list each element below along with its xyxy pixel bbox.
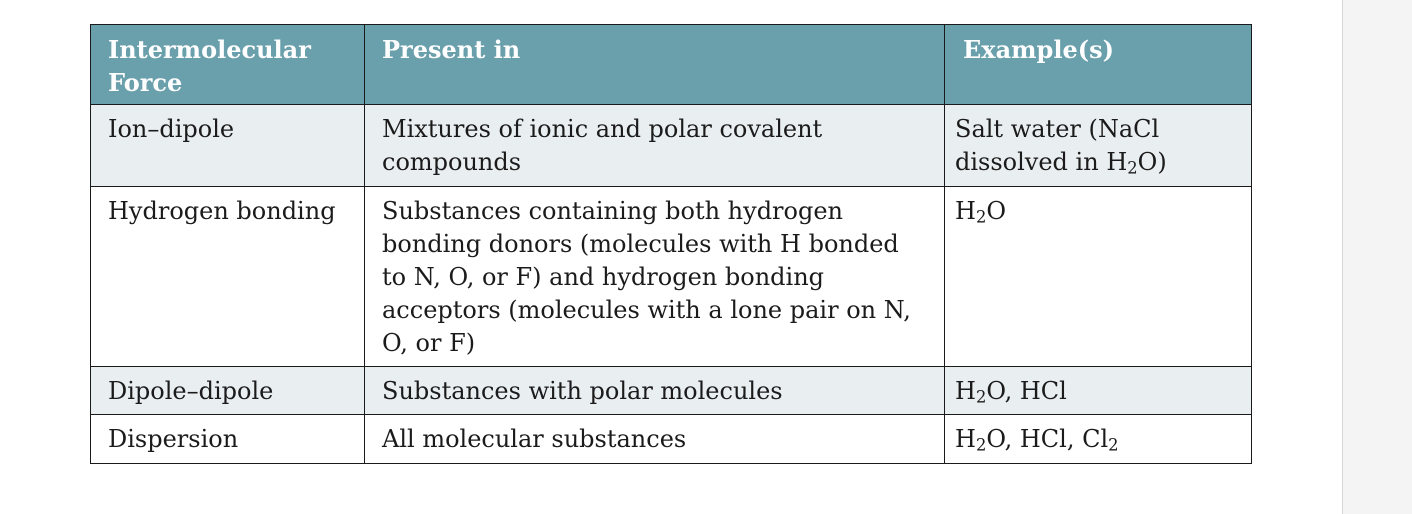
header-intermolecular-force: Intermolecular Force: [91, 25, 365, 105]
example-text: O, HCl: [986, 377, 1067, 405]
example-text: H: [955, 377, 976, 405]
example-text: Salt water (NaCl dissolved in H: [955, 115, 1160, 176]
table-row-ion-dipole: [91, 105, 1252, 187]
example-text: O): [1137, 148, 1167, 176]
examples-cell: [945, 415, 1252, 464]
present-in-cell: Substances containing both hydrogen bonding donors (molecules with H bonded to N, O, or F) and hydrogen bonding acceptors (molecules with a lone pair on N, O, or F): [365, 187, 945, 367]
table-row-dispersion: [91, 415, 1252, 464]
header-examples: Example(s): [945, 25, 1252, 105]
scroll-gutter: [1342, 0, 1412, 514]
subscript: 2: [975, 207, 987, 227]
present-in-cell: Substances with polar molecules: [365, 367, 945, 415]
subscript: 2: [975, 387, 987, 407]
intermolecular-forces-table: [90, 24, 1252, 464]
subscript: 2: [1108, 435, 1119, 455]
example-text: O, HCl, Cl: [986, 425, 1109, 453]
subscript: 2: [975, 435, 987, 455]
force-cell: Hydrogen bonding: [91, 187, 365, 367]
present-in-cell: Mixtures of ionic and polar covalent compounds: [365, 105, 945, 187]
force-cell: Dipole–dipole: [91, 367, 365, 415]
table-row-dipole-dipole: [91, 367, 1252, 415]
table-row-hydrogen-bonding: [91, 187, 1252, 367]
example-text: H: [955, 197, 976, 225]
force-cell: Dispersion: [91, 415, 365, 464]
subscript: 2: [1127, 158, 1138, 178]
header-row: [91, 25, 1252, 105]
present-in-cell: All molecular substances: [365, 415, 945, 464]
example-text: H: [955, 425, 976, 453]
force-cell: Ion–dipole: [91, 105, 365, 187]
examples-cell: [945, 367, 1252, 415]
example-text: O: [986, 197, 1007, 225]
examples-cell: [945, 187, 1252, 367]
examples-cell: [945, 105, 1252, 187]
header-present-in: Present in: [365, 25, 945, 105]
